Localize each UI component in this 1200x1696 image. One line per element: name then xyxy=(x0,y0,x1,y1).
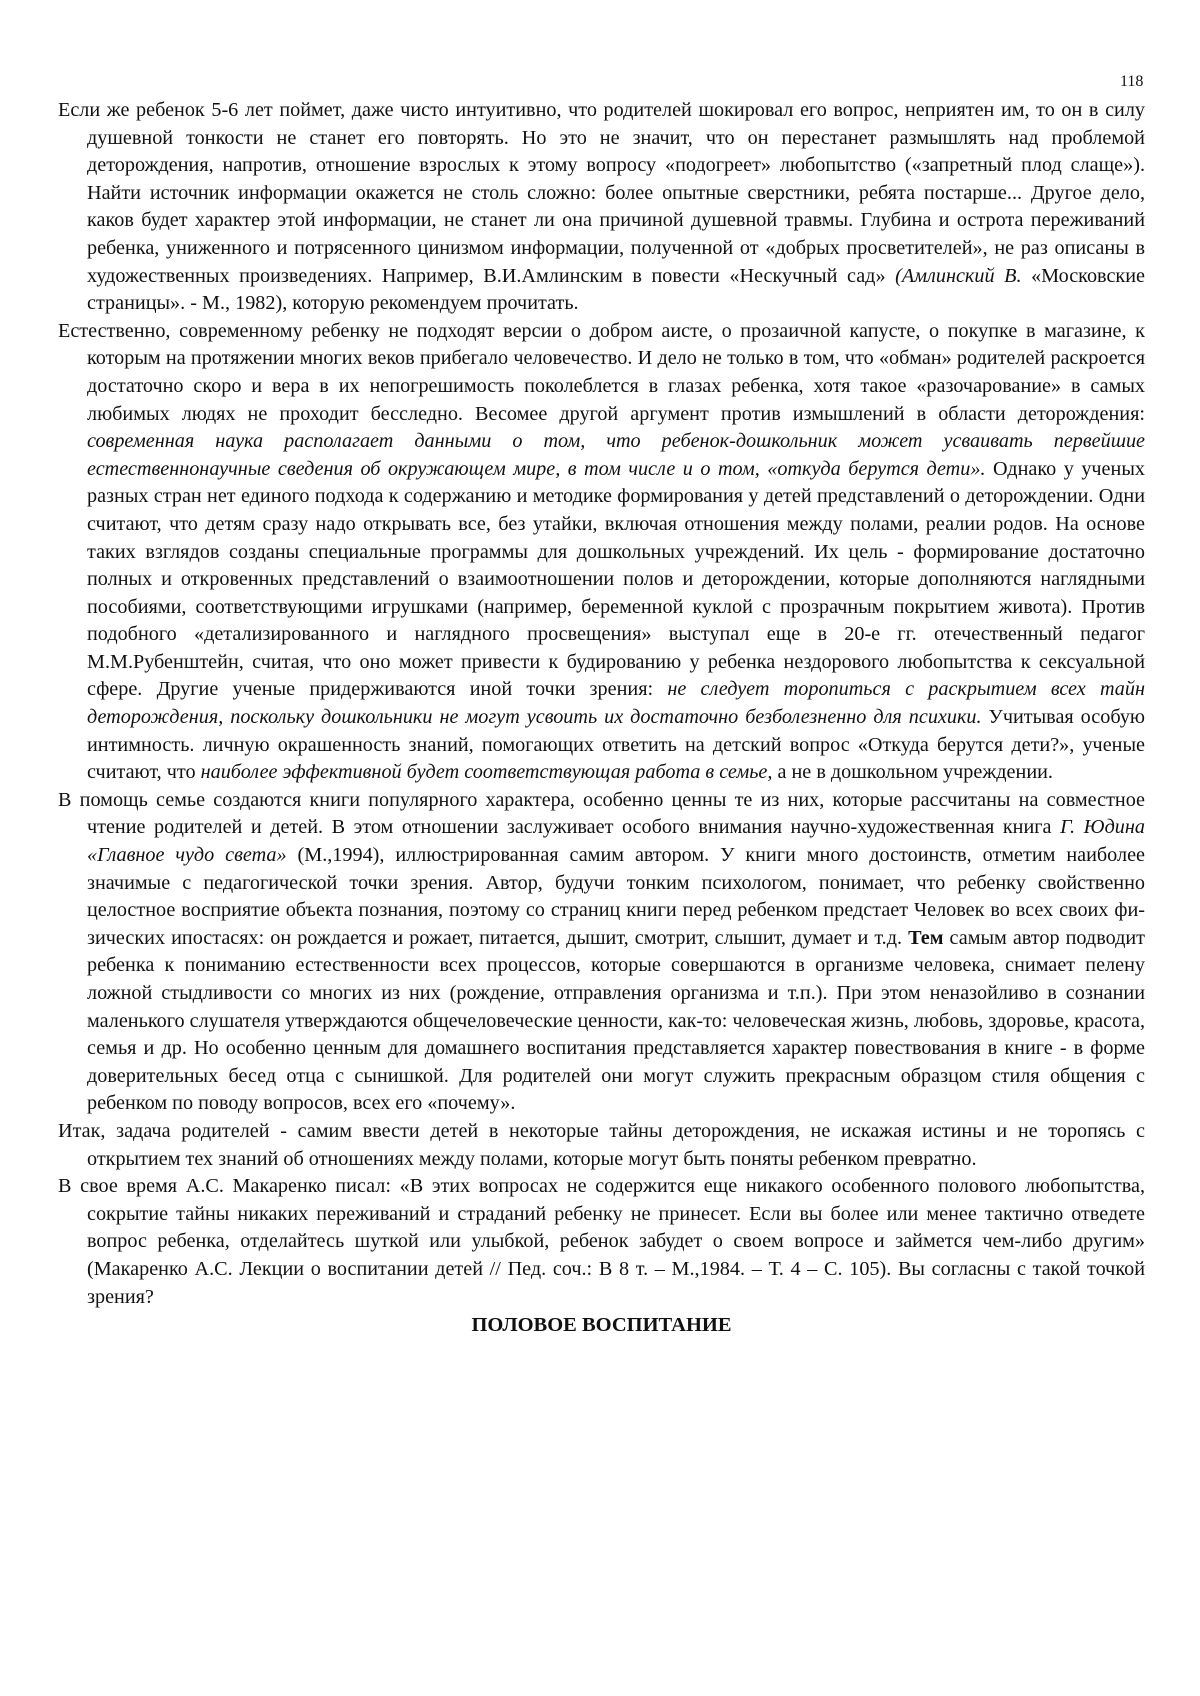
text-run: Если же ребенок 5-6 лет поймет, даже чисто интуитивно, что родителей шокировал его вопрос, неприятен им, то он в силу душевной тонкости не станет его повторять. Но это не значит, что он перестанет размышлять над проблемой деторождения, напротив, отношение взрослых к этому вопросу «подогреет» любопытство («запретный плод слаще»). Найти источник информации окажется не столь сложно: более опытные сверстники, ребята постарше... Другое дело, каков будет характер этой информации, не станет ли она причиной душевной травмы. Глубина и острота переживаний ребенка, униженного и потрясенного цинизмом информации, полученной от «добрых просветителей», не раз описаны в художественных произведениях. Например, В.И.Амлинским в повести «Нескучный сад» xyxy=(58,99,1145,287)
text-run: В свое время А.С. Макаренко писал: «В этих вопросах не содержится еще никакого особенного полового любопытства, сокрытие тайны никаких переживаний и страданий ребенку не принесет. Если вы более или менее тактично отведете вопрос ребенка, отделайтесь шуткой или улыбкой, ребенок забудет о своем вопросе и займется чем-либо другим» (Макаренко А.С. Лекции о воспитании детей // Пед. соч.: В 8 т. – М.,1984. – Т. 4 – С. 105). Вы согласны с такой точкой зрения? xyxy=(58,1175,1145,1308)
text-run: Итак, задача родителей - самим ввести детей в некоторые тайны деторождения, не искажая истины и не торопясь с открытием тех знаний об отношениях между полами, которые могут быть поняты ребенком превратно. xyxy=(58,1119,1145,1170)
paragraph-parents-task xyxy=(58,1118,1145,1173)
italic-citation: (Амлинский В. xyxy=(895,264,1022,287)
body-text xyxy=(58,97,1145,1339)
text-run: Однако у ученых разных стран нет единого подхода к содержанию и методике формирования у детей представлений о деторождении. Одни считают, что детям сразу надо открывать все, без утайки, включая отношения между полами, реалии родов. На основе таких взглядов созданы специальные программы для дошкольных учреждений. Их цель - формирование достаточно полных и откровенных представлений о взаимоотношении полов и деторождении, которые дополняются наглядными пособиями, соответствующими игрушками (например, беременной куклой с прозрачным покрытием живота). Против подобного «детализированного и наглядного просвещения» выступал еще в 20-е гг. отечественный педагог М.М.Рубенштейн, считая, что оно может привести к будированию у ребенка нездорового любопытства к сексуальной сфере. Другие ученые придерживаются иной точки зрения: xyxy=(87,457,1145,701)
text-run: Учитывая особую интимность. личную окрашенность знаний, помогающих ответить на детский вопрос «Откуда берутся дети?», ученые считают, что xyxy=(87,706,1146,784)
text-run: «Московские страницы». - М., 1982), которую рекомендуем прочитать. xyxy=(87,264,1145,315)
paragraph-scientific-approaches xyxy=(58,318,1145,787)
page-number: 118 xyxy=(1120,73,1144,90)
text-run: Естественно, современному ребенку не подходят версии о добром аисте, о прозаичной капусте, о покупке в магазине, к которым на протяжении многих веков прибегало человечество. И дело не только в том, что «обман» родителей раскроется достаточно скоро и вера в их непогрешимость поколеблется в глазах ребенка, хотя такое «разочарование» в самых любимых людях не проходит бесследно. Весомее другой аргумент против измышлений в области деторождения: xyxy=(58,319,1145,425)
italic-book-title: Г. Юдина «Главное чудо света» xyxy=(87,816,1146,867)
text-run: самым автор подводит ребенка к пониманию естественности всех процессов, которые совершаются в организме человека, снимает пелену ложной стыдливости со многих из них (рождение, отправления организма и т.п.). При этом неназойливо в сознании маленького слушателя утверждаются общечеловеческие ценности, как-то: человеческая жизнь, любовь, здоровье, красота, семья и др. Но особенно ценным для домашнего воспитания представляется характер повествования в книге - в форме доверительных бесед отца с сынишкой. Для родителей они могут служить прекрасным образцом стиля общения с ребенком по поводу вопросов, всех его «почему». xyxy=(87,926,1146,1115)
italic-emphasis: современная наука располагает данными о том, что ребенок-дошкольник может усваивать первейшие естественнонаучные сведения об окружающем мире, в том числе и о том, «откуда берутся дети». xyxy=(87,430,1145,480)
text-run: а не в дошкольном учреждении. xyxy=(772,761,1053,784)
paragraph-ignorance-consequences xyxy=(58,97,1145,318)
text-run: В помощь семье создаются книги популярного характера, особенно ценны те из них, которые рассчитаны на совместное чтение родителей и детей. В этом отношении заслуживает особого внимания научно-художественная книга xyxy=(58,788,1145,839)
italic-emphasis: наиболее эффективной будет соответствующая работа в семье, xyxy=(200,761,773,784)
paragraph-popular-books xyxy=(58,787,1145,1118)
section-heading: ПОЛОВОЕ ВОСПИТАНИЕ xyxy=(471,1314,732,1337)
italic-emphasis: не следует торопиться с раскрытием всех тайн деторождения, поскольку дошкольники не могут усвоить их достаточно безболезненно для психики. xyxy=(87,678,1145,729)
text-run: (М.,1994), иллюстрированная самим автором. У книги много достоинств, отметим наиболее значимые с педагогической точки зрения. Автор, будучи тонким психологом, понимает, что ребенку свойственно целостное восприятие объекта познания, поэтому со страниц книги перед ребенком предстает Человек во всех своих физических ипостасях: он рождается и рожает, питается, дышит, смотрит, слышит, думает и т.д. xyxy=(87,844,1145,949)
paragraph-makarenko-quote xyxy=(58,1173,1145,1311)
bold-word: Тем xyxy=(908,926,944,949)
